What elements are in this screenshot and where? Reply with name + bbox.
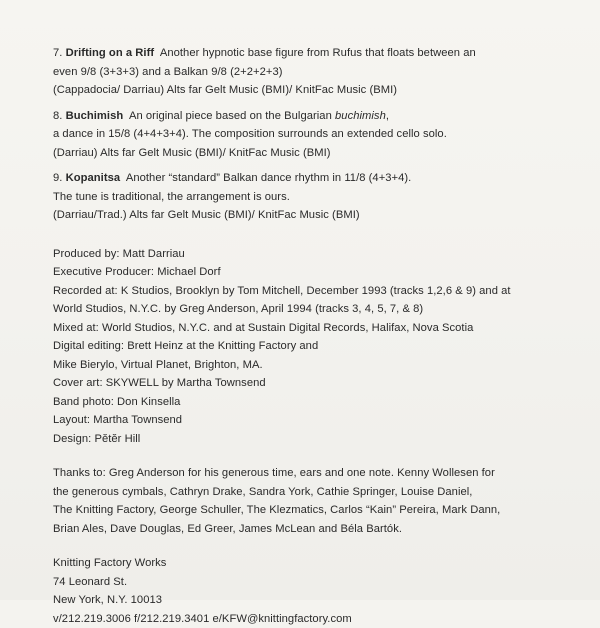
label-name: Knitting Factory Works (53, 554, 583, 573)
label-address (53, 554, 583, 628)
thanks-line: Thanks to: Greg Anderson for his generous time, ears and one note. Kenny Wollesen for (53, 464, 583, 483)
thanks-line: The Knitting Factory, George Schuller, The Klezmatics, Carlos “Kain” Pereira, Mark Dann, (53, 501, 583, 520)
credit-line: Band photo: Don Kinsella (53, 393, 583, 412)
credit-line: Design: Pĕtĕr Hill (53, 430, 583, 449)
credit-line: Mixed at: World Studios, N.Y.C. and at Sustain Digital Records, Halifax, Nova Scotia (53, 319, 583, 338)
track-description-line: The tune is traditional, the arrangement is ours. (53, 188, 583, 207)
track-title: Kopanitsa (66, 172, 121, 184)
thanks-line: the generous cymbals, Cathryn Drake, Sandra York, Cathie Springer, Louise Daniel, (53, 483, 583, 502)
city-address: New York, N.Y. 10013 (53, 591, 583, 610)
track-title: Drifting on a Riff (66, 47, 155, 59)
credit-line: Recorded at: K Studios, Brooklyn by Tom Mitchell, December 1993 (tracks 1,2,6 & 9) and at (53, 282, 583, 301)
liner-notes-content (53, 44, 583, 628)
track-title: Buchimish (66, 110, 124, 122)
track-publishing-credit: (Darriau/Trad.) Alts far Gelt Music (BMI)/ KnitFac Music (BMI) (53, 206, 583, 225)
credit-line: Digital editing: Brett Heinz at the Knitting Factory and (53, 337, 583, 356)
credit-line: Layout: Martha Townsend (53, 411, 583, 430)
track-description-tail: , (386, 110, 389, 122)
thanks-line: Brian Ales, Dave Douglas, Ed Greer, James McLean and Béla Bartók. (53, 520, 583, 539)
contact-numbers: v/212.219.3006 f/212.219.3401 e/KFW@knittingfactory.com (53, 610, 583, 628)
track-9-headline (53, 169, 583, 188)
track-number: 9. (53, 172, 62, 184)
track-entry-7 (53, 44, 583, 100)
track-7-headline (53, 44, 583, 63)
track-description: Another hypnotic base figure from Rufus that floats between an (160, 47, 476, 59)
track-publishing-credit: (Darriau) Alts far Gelt Music (BMI)/ KnitFac Music (BMI) (53, 144, 583, 163)
credit-line: World Studios, N.Y.C. by Greg Anderson, April 1994 (tracks 3, 4, 5, 7, & 8) (53, 300, 583, 319)
credit-line: Executive Producer: Michael Dorf (53, 263, 583, 282)
track-entry-9 (53, 169, 583, 225)
track-8-headline (53, 107, 583, 126)
track-description: An original piece based on the Bulgarian (129, 110, 332, 122)
track-publishing-credit: (Cappadocia/ Darriau) Alts far Gelt Music (BMI)/ KnitFac Music (BMI) (53, 81, 583, 100)
track-description: Another “standard” Balkan dance rhythm in 11/8 (4+3+4). (126, 172, 412, 184)
credit-line: Produced by: Matt Darriau (53, 245, 583, 264)
credit-line: Mike Bierylo, Virtual Planet, Brighton, MA. (53, 356, 583, 375)
credit-line: Cover art: SKYWELL by Martha Townsend (53, 374, 583, 393)
track-description-italic: buchimish (335, 110, 386, 122)
street-address: 74 Leonard St. (53, 573, 583, 592)
track-number: 8. (53, 110, 62, 122)
track-entry-8 (53, 107, 583, 163)
track-number: 7. (53, 47, 62, 59)
track-description-line: a dance in 15/8 (4+4+3+4). The composition surrounds an extended cello solo. (53, 125, 583, 144)
track-description-line: even 9/8 (3+3+3) and a Balkan 9/8 (2+2+2+3) (53, 63, 583, 82)
thanks-section (53, 464, 583, 538)
production-credits (53, 245, 583, 449)
